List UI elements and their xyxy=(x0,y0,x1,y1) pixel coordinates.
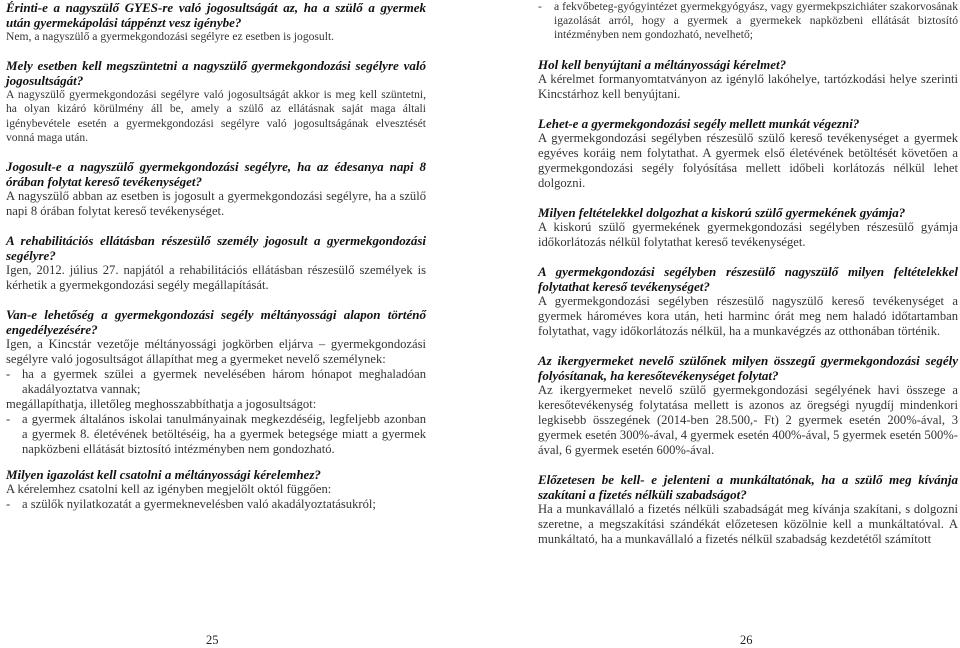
question-heading: A gyermekgondozási segélyben részesülő nagyszülő milyen feltételekkel folytathat kereső tevékenységet? xyxy=(538,263,958,294)
list-dash: - xyxy=(538,0,542,13)
page-number: 26 xyxy=(740,633,753,647)
left-section-2 xyxy=(6,58,426,145)
list-item-text: ha a gyermek szülei a gyermek nevelésében három hónapot meghaladóan akadályoztatva vannak; xyxy=(22,367,426,397)
answer-text: A kiskorú szülő gyermekének gyermekgondozási segélyben részesülő gyámja időkorlátozás nélkül folytathat kereső tevékenységet. xyxy=(538,219,958,249)
question-heading: Mely esetben kell megszüntetni a nagyszülő gyermekgondozási segélyre való jogosultságát? xyxy=(6,58,426,89)
list-item-text: a fekvőbeteg-gyógyintézet gyermekgyógyász, vagy gyermekpszichiáter szakorvosának igazolását arról, hogy a gyermek a gyermekek napközbeni ellátását biztosító intézményben nem gondozható, nevelhető; xyxy=(554,0,958,42)
left-page xyxy=(6,0,426,512)
question-heading: Előzetesen be kell- e jelenteni a munkáltatónak, ha a szülő meg kívánja szakítani a fizetés nélküli szabadságot? xyxy=(538,471,958,502)
answer-text: Ha a munkavállaló a fizetés nélküli szabadságát meg kívánja szakítani, s dolgozni szeretne, a megszakítási szándékát előzetesen közölnie kell a munkáltatóval. A munkáltató, ha a munkavállaló a fizetés nélkül szabadság kezdetétől számított xyxy=(538,501,958,546)
page-number: 25 xyxy=(206,633,219,647)
list-dash: - xyxy=(6,412,11,427)
right-section-4 xyxy=(538,264,958,339)
answer-text: A nagyszülő abban az esetben is jogosult a gyermekgondozási segélyre, ha a szülő napi 8 órában folytat kereső tevékenységet. xyxy=(6,189,426,219)
left-section-6 xyxy=(6,467,426,512)
list-item xyxy=(6,497,426,512)
right-section-0 xyxy=(538,0,958,43)
answer-text: A gyermekgondozási segélyben részesülő nagyszülő kereső tevékenységet a gyermek hároméves kora után, heti harminc órát meg nem haladó időtartamban folytathat, vagy időkorlátozás nélkül, ha a munkavégzés az otthonában történik. xyxy=(538,293,958,338)
question-heading: Az ikergyermeket nevelő szülőnek milyen összegű gyermekgondozási segély folyósítanak, ha keresőtevékenységet folytat? xyxy=(538,352,958,383)
question-heading: Van-e lehetőség a gyermekgondozási segély méltányossági alapon történő engedélyezésére? xyxy=(6,307,426,338)
left-section-1 xyxy=(6,0,426,44)
list-item xyxy=(538,0,958,43)
list-dash: - xyxy=(6,497,11,512)
right-section-3 xyxy=(538,205,958,250)
list-item-text: a szülők nyilatkozatát a gyermeknevelésben való akadályoztatásukról; xyxy=(22,497,376,512)
left-section-5 xyxy=(6,307,426,457)
answer-text: Nem, a nagyszülő a gyermekgondozási segélyre ez esetben is jogosult. xyxy=(6,30,335,43)
left-section-4 xyxy=(6,233,426,293)
answer-text: A nagyszülő gyermekgondozási segélyre való jogosultságát akkor is meg kell szüntetni, ha olyan kizáró körülmény áll be, amely a szülő az ellátásnak saját maga általi igénybevétele esetén a gyermekgondozási segélyre való jogosultságának elvesztését vonná maga után. xyxy=(6,88,426,144)
question-heading: Milyen feltételekkel dolgozhat a kiskorú szülő gyermekének gyámja? xyxy=(538,204,906,220)
right-section-5 xyxy=(538,353,958,458)
answer-text: Igen, 2012. július 27. napjától a rehabilitációs ellátásban részesülő személyek is kérhetik a gyermekgondozási segély megállapítását. xyxy=(6,263,426,293)
answer-text: A kérelmet formanyomtatványon az igénylő lakóhelye, tartózkodási helye szerinti Kincstárhoz kell benyújtani. xyxy=(538,71,958,101)
answer-text: megállapíthatja, illetőleg meghosszabbíthatja a jogosultságot: xyxy=(6,397,317,412)
left-section-3 xyxy=(6,159,426,219)
question-heading: Lehet-e a gyermekgondozási segély mellett munkát végezni? xyxy=(538,115,860,131)
answer-text: A kérelemhez csatolni kell az igényben megjelölt októl függően: xyxy=(6,482,332,497)
question-heading: Érinti-e a nagyszülő GYES-re való jogosultságát az, ha a szülő a gyermek után gyermekápolási táppénzt vesz igénybe? xyxy=(6,0,426,30)
list-item-text: a gyermek általános iskolai tanulmányainak megkezdéséig, legfeljebb azonban a gyermek 8. életévének betöltéséig, ha a gyermek betegsége miatt a gyermek napközbeni ellátását biztosító intézményben nem gondozható. xyxy=(22,412,426,457)
right-page xyxy=(538,0,958,547)
answer-text: Igen, a Kincstár vezetője méltányossági jogkörben eljárva – gyermekgondozási segélyre való jogosultságot állapíthat meg a gyermeket nevelő személynek: xyxy=(6,337,426,367)
list-dash: - xyxy=(6,367,11,382)
right-section-1 xyxy=(538,57,958,102)
question-heading: Jogosult-e a nagyszülő gyermekgondozási segélyre, ha az édesanya napi 8 órában folytat kereső tevékenységet? xyxy=(6,159,426,190)
question-heading: A rehabilitációs ellátásban részesülő személy jogosult a gyermekgondozási segélyre? xyxy=(6,233,426,264)
right-section-2 xyxy=(538,116,958,191)
answer-text: A gyermekgondozási segélyben részesülő szülő kereső tevékenységet a gyermek egyéves koráig nem folytathat. A gyermek első életévének betöltését követően a gyermekgondozási segély folyósítása mellett időbeli korlátozás nélkül lehet dolgozni. xyxy=(538,130,958,190)
right-section-6 xyxy=(538,472,958,547)
question-heading: Hol kell benyújtani a méltányossági kérelmet? xyxy=(538,56,787,72)
list-item xyxy=(6,412,426,457)
answer-text: Az ikergyermeket nevelő szülő gyermekgondozási segélyének havi összege a keresőtevékenység folytatása mellett is azonos az öregségi nyugdíj mindenkori legkisebb összegének (2014-ben 28.500,- Ft) 2 gyermek esetén 200%-ával, 3 gyermek esetén 300%-ával, 4 gyermek esetén 400%-ával, 5 gyermek esetén 500%-ával, 6 gyermek esetén 600%-ával. xyxy=(538,382,958,457)
list-item xyxy=(6,367,426,397)
question-heading: Milyen igazolást kell csatolni a méltányossági kérelemhez? xyxy=(6,467,321,483)
